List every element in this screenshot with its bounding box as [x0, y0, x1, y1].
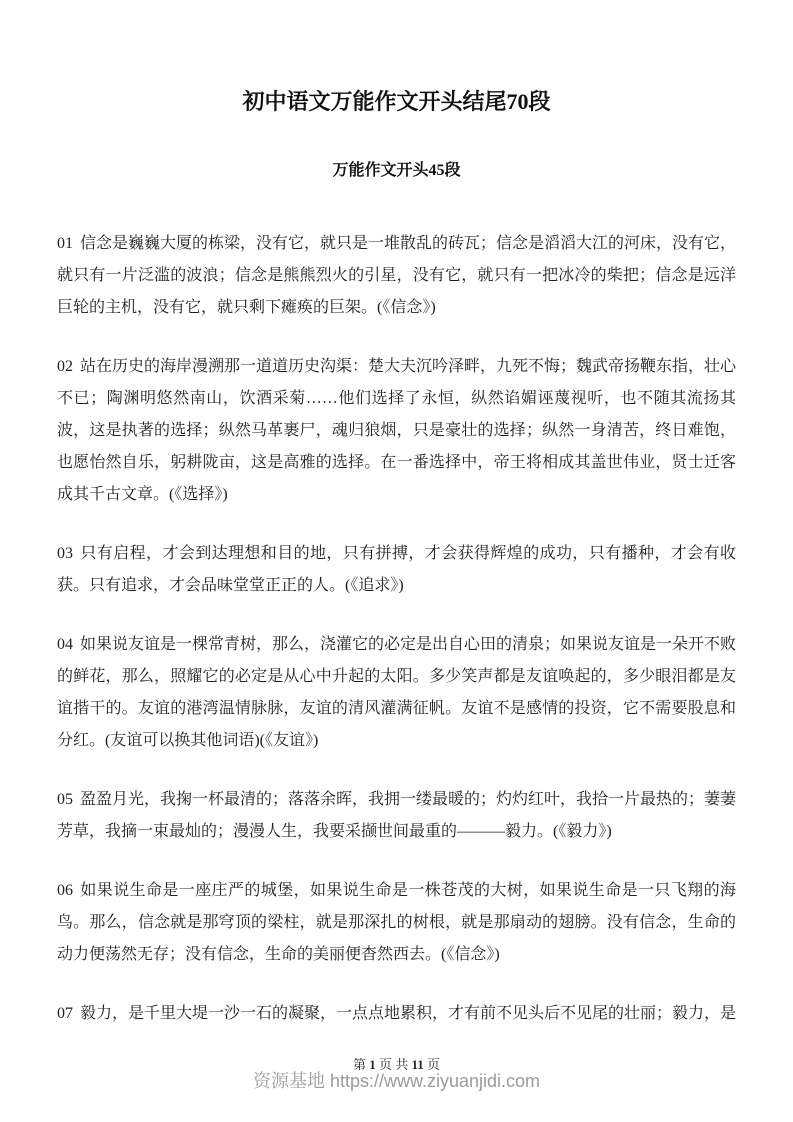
paragraph-01 — [57, 228, 736, 324]
paragraph-04 — [57, 629, 736, 757]
paragraph-number: 06 — [57, 882, 73, 899]
section-heading: 万能作文开头45段 — [332, 162, 461, 179]
footer-label-page: 第 — [352, 1057, 370, 1072]
paragraph-text: 站在历史的海岸漫溯那一道道历史沟渠：楚大夫沉吟泽畔，九死不悔；魏武帝扬鞭东指，壮心不已；陶渊明悠然南山，饮酒采菊……他们选择了永恒，纵然谄媚诬蔑视听，也不随其流扬其波，这是执著的选择；纵然马革裹尸，魂归狼烟，只是豪壮的选择；纵然一身清苦，终日难饱，也愿怡然自乐，躬耕陇亩，这是高雅的选择。在一番选择中，帝王将相成其盖世伟业，贤士迁客成其千古文章。(《选择》) — [57, 358, 737, 503]
footer-label-pages: 页 — [423, 1057, 441, 1072]
total-page-count: 11 — [411, 1057, 424, 1072]
document-body — [57, 228, 736, 1030]
site-watermark: 资源基地 https://www.ziyuanjidi.com — [252, 1071, 541, 1091]
paragraph-05 — [57, 784, 736, 848]
paragraph-number: 01 — [57, 235, 73, 252]
current-page-number: 1 — [369, 1057, 376, 1072]
paragraph-number: 07 — [57, 1005, 73, 1022]
paragraph-text: 信念是巍巍大厦的栋梁，没有它，就只是一堆散乱的砖瓦；信念是滔滔大江的河床，没有它，就只有一片泛滥的波浪；信念是熊熊烈火的引星，没有它，就只有一把冰冷的柴把；信念是远洋巨轮的主机，没有它，就只剩下瘫痪的巨架。(《信念》) — [57, 235, 737, 316]
paragraph-number: 04 — [57, 636, 73, 653]
paragraph-02 — [57, 351, 736, 511]
paragraph-number: 03 — [57, 545, 73, 562]
paragraph-text: 如果说生命是一座庄严的城堡，如果说生命是一株苍茂的大树，如果说生命是一只飞翔的海鸟。那么，信念就是那穹顶的梁柱，就是那深扎的树根，就是那扇动的翅膀。没有信念，生命的动力便荡然无存；没有信念，生命的美丽便杳然西去。(《信念》) — [57, 882, 736, 963]
footer-label-of: 页 共 — [375, 1057, 412, 1072]
paragraph-06 — [57, 875, 736, 971]
paragraph-text: 毅力，是千里大堤一沙一石的凝聚，一点点地累积，才有前不见头后不见尾的壮丽；毅力，是 — [80, 1005, 737, 1022]
paragraph-03 — [57, 538, 736, 602]
document-title: 初中语文万能作文开头结尾70段 — [242, 89, 551, 114]
paragraph-text: 如果说友谊是一棵常青树，那么，浇灌它的必定是出自心田的清泉；如果说友谊是一朵开不败的鲜花，那么，照耀它的必定是从心中升起的太阳。多少笑声都是友谊唤起的，多少眼泪都是友谊揩干的。友谊的港湾温情脉脉，友谊的清风灌满征帆。友谊不是感情的投资，它不需要股息和分红。(友谊可以换其他词语)(《友谊》) — [57, 636, 737, 749]
paragraph-text: 盈盈月光，我掬一杯最清的；落落余晖，我拥一缕最暖的；灼灼红叶，我拾一片最热的；萋萋芳草，我摘一束最灿的；漫漫人生，我要采撷世间最重的———毅力。(《毅力》) — [57, 791, 737, 840]
paragraph-07 — [57, 998, 736, 1030]
paragraph-number: 05 — [57, 791, 73, 808]
paragraph-number: 02 — [57, 358, 73, 375]
paragraph-text: 只有启程，才会到达理想和目的地，只有拼搏，才会获得辉煌的成功，只有播种，才会有收获。只有追求，才会品味堂堂正正的人。(《追求》) — [57, 545, 736, 594]
